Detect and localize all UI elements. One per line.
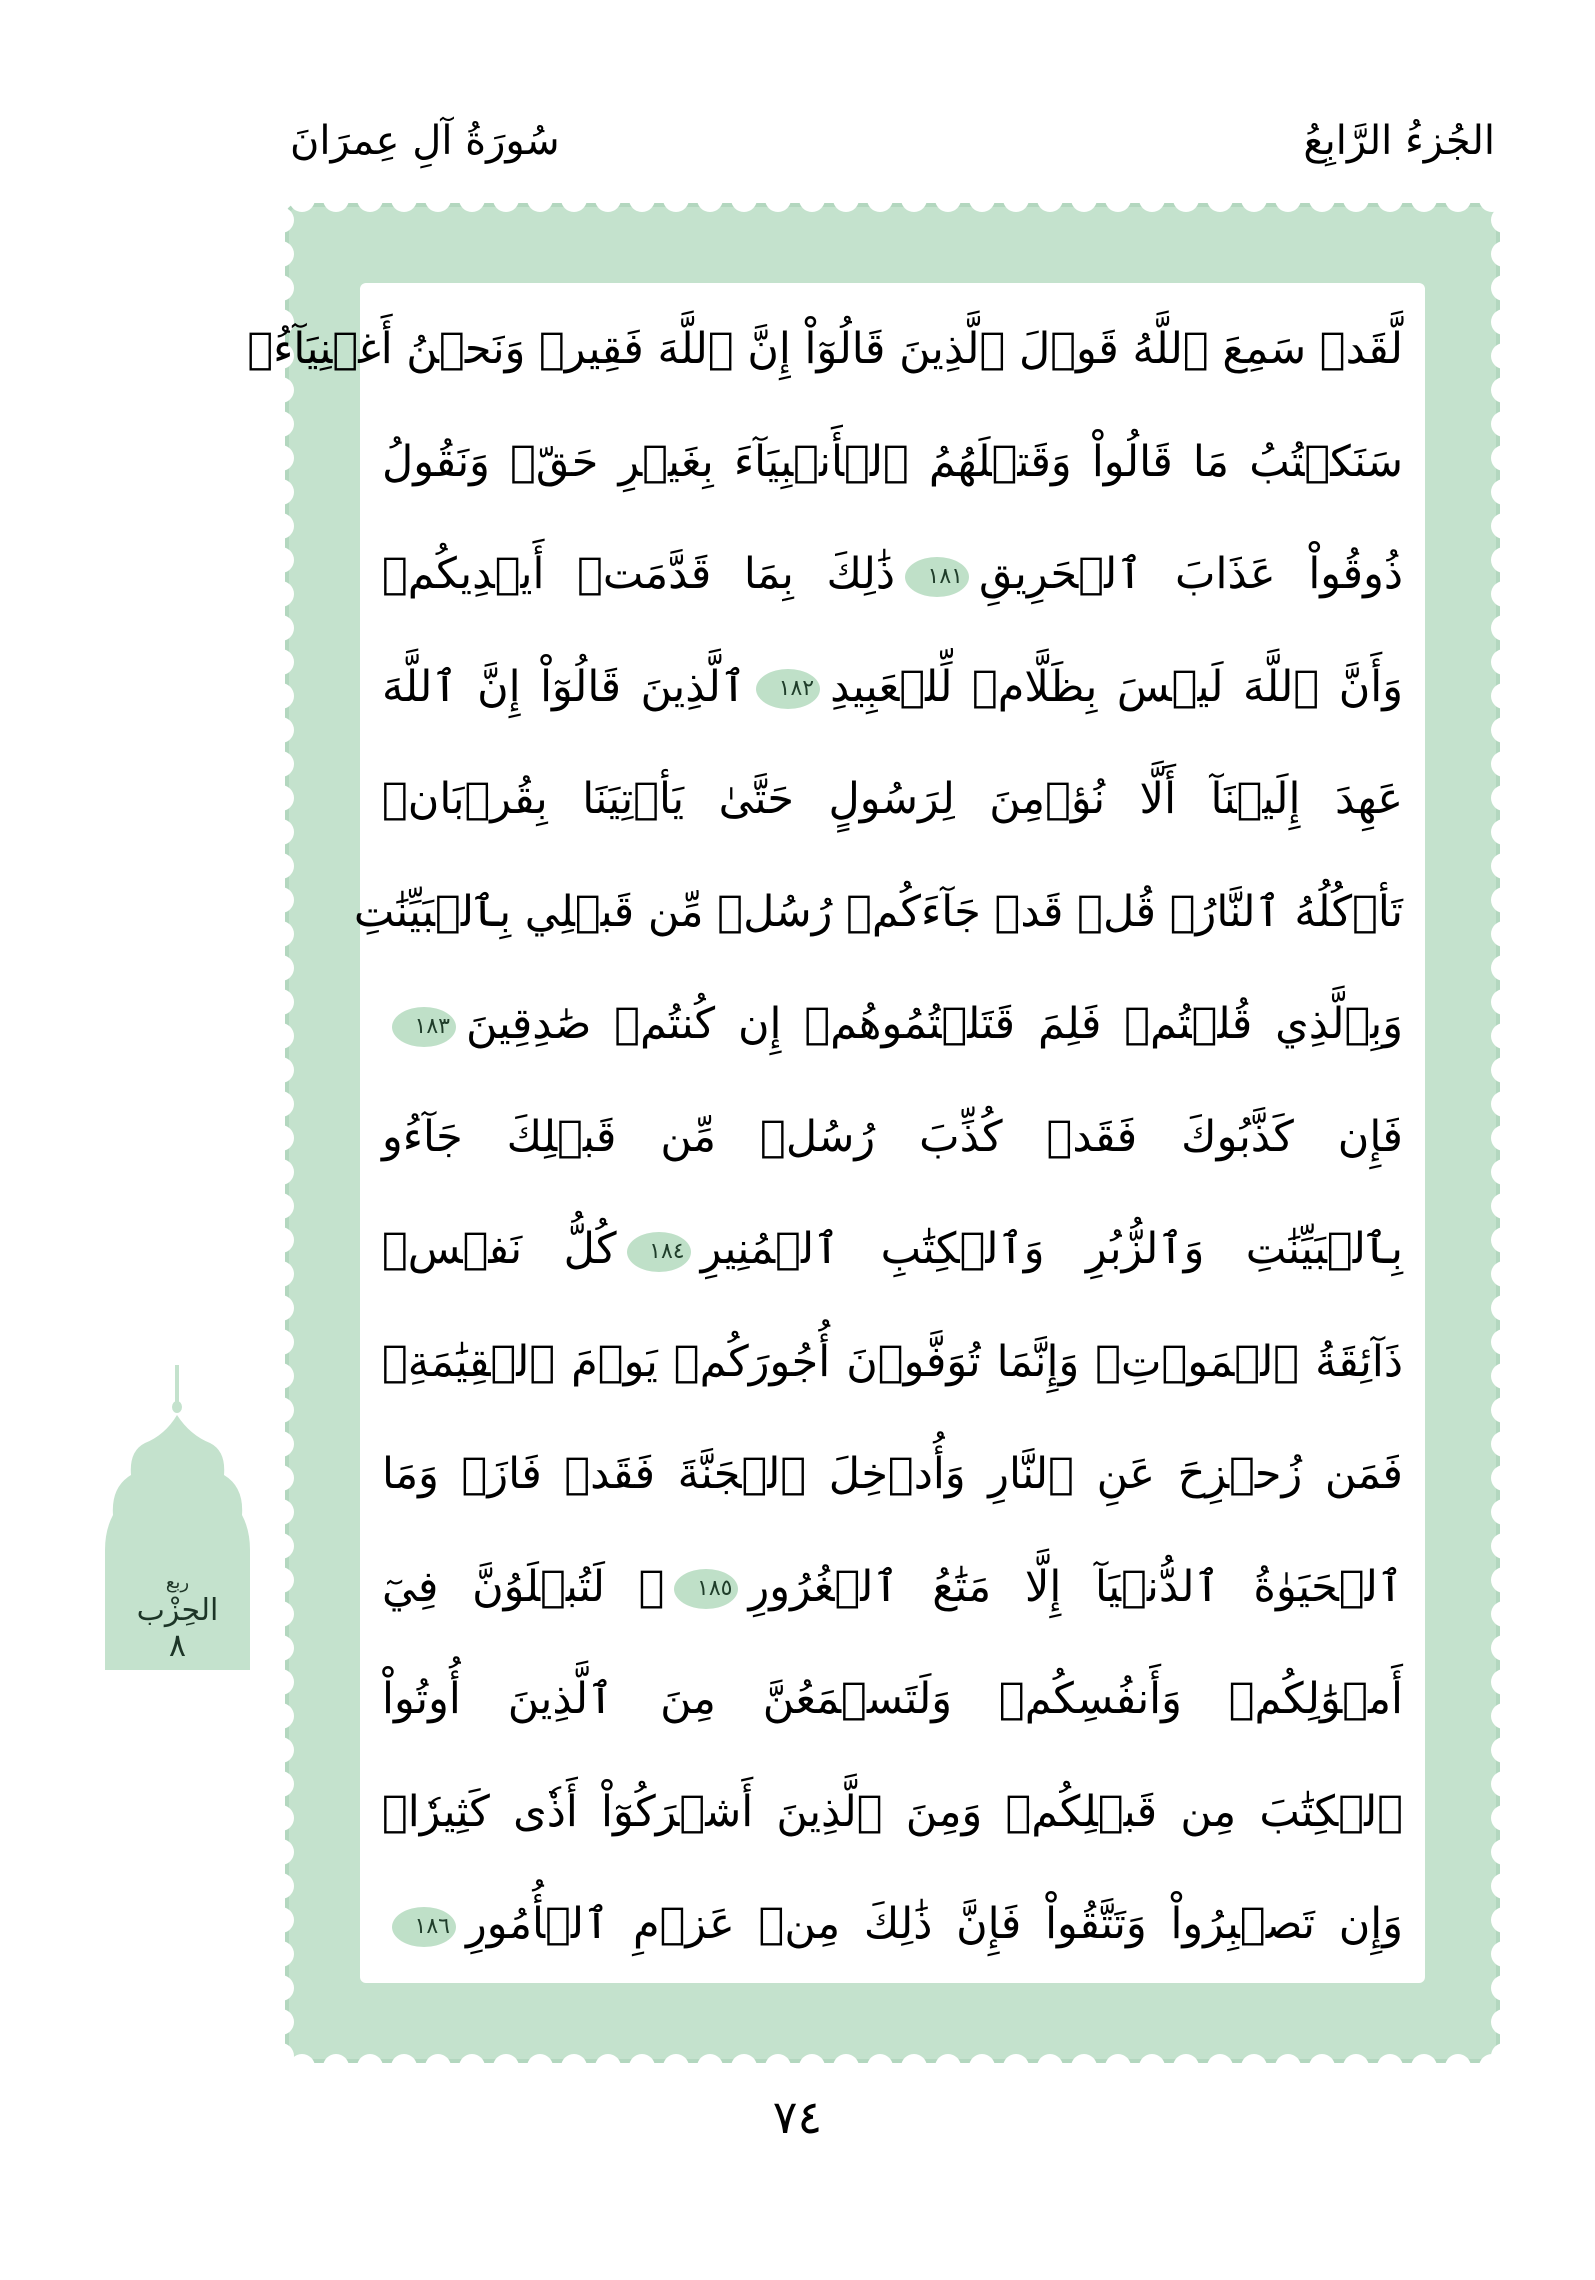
verse-text: أَمۡوَٰلِكُمۡ وَأَنفُسِكُمۡ وَلَتَسۡمَعُنَّ مِنَ ٱلَّذِينَ أُوتُواْ [382, 1674, 1403, 1724]
scallop-notch [1491, 377, 1517, 403]
surah-title: سُورَةُ آلِ عِمرَانَ [290, 118, 560, 164]
scallop-notch [268, 513, 294, 539]
verse-line [382, 1647, 1403, 1751]
verse-text: ذُوقُواْ عَذَابَ ٱلۡحَرِيقِ [978, 549, 1403, 599]
scallop-notch [1491, 1873, 1517, 1899]
page-frame [247, 203, 1500, 2063]
ayah-number-marker: ١٨٢ [756, 669, 820, 709]
ayah-number-marker: ١٨٣ [392, 1007, 456, 1047]
scallop-notch [595, 2054, 621, 2080]
scallop-notch [268, 1941, 294, 1967]
scallop-notch [969, 186, 995, 212]
hizb-quarter-text: ربع [165, 1572, 190, 1593]
scallop-notch [323, 186, 349, 212]
scallop-notch [268, 2009, 294, 2035]
verse-line [382, 1310, 1403, 1414]
verse-text: لَّقَدۡ سَمِعَ ٱللَّهُ قَوۡلَ ٱلَّذِينَ قَالُوٓاْ إِنَّ ٱللَّهَ فَقِيرٞ وَنَحۡنُ أَغۡنِيَآءُۘ [247, 324, 1403, 374]
scallop-notch [663, 2054, 689, 2080]
verse-text: وَبِٱلَّذِي قُلۡتُمۡ فَلِمَ قَتَلۡتُمُوهُمۡ إِن كُنتُمۡ صَٰدِقِينَ [466, 999, 1403, 1049]
scallop-notch [1491, 1499, 1517, 1525]
scallop-notch [1037, 186, 1063, 212]
scallop-notch [1491, 207, 1517, 233]
scallop-notch [901, 2054, 927, 2080]
scallop-notch [1491, 445, 1517, 471]
scallop-notch [1491, 785, 1517, 811]
scallop-notch [1491, 1227, 1517, 1253]
scallop-notch [867, 186, 893, 212]
scallop-notch [268, 887, 294, 913]
scallop-notch [901, 186, 927, 212]
scallop-notch [1037, 2054, 1063, 2080]
verse-line [382, 972, 1403, 1076]
scallop-notch [268, 1363, 294, 1389]
scallop-notch [1491, 1703, 1517, 1729]
scallop-notch [268, 1771, 294, 1797]
verse-line [382, 1422, 1403, 1526]
scallop-notch [1491, 1533, 1517, 1559]
scallop-notch [799, 186, 825, 212]
scallop-notch [268, 1533, 294, 1559]
verse-line [382, 1760, 1403, 1864]
scallop-notch [629, 2054, 655, 2080]
scallop-notch [1491, 1431, 1517, 1457]
scallop-notch [833, 186, 859, 212]
scallop-notch [268, 1805, 294, 1831]
verse-text-panel [247, 283, 1425, 1983]
scallop-notch [561, 186, 587, 212]
scallop-notch [493, 2054, 519, 2080]
scallop-notch [833, 2054, 859, 2080]
scallop-notch [1491, 1261, 1517, 1287]
scallop-notch [268, 241, 294, 267]
scallop-notch [1491, 615, 1517, 641]
hizb-label [105, 1572, 250, 1662]
scallop-notch [1491, 1023, 1517, 1049]
scallop-notch [268, 1329, 294, 1355]
verse-text: ۞ لَتُبۡلَوُنَّ فِيٓ [382, 1561, 665, 1612]
scallop-notch [1207, 186, 1233, 212]
scallop-notch [1491, 1975, 1517, 2001]
scallop-notch [289, 186, 315, 212]
scallop-notch [1491, 1839, 1517, 1865]
scallop-notch [357, 186, 383, 212]
hizb-number: ٨ [168, 1626, 187, 1664]
scallop-notch [268, 411, 294, 437]
scallop-notch [1173, 2054, 1199, 2080]
scallop-notch [1491, 1295, 1517, 1321]
scallop-notch [1491, 1363, 1517, 1389]
scallop-notch [1377, 186, 1403, 212]
scallop-notch [1309, 2054, 1335, 2080]
scallop-notch [1491, 411, 1517, 437]
scallop-notch [1491, 819, 1517, 845]
page-number: ٧٤ [772, 2090, 823, 2144]
scallop-notch [1491, 2009, 1517, 2035]
scallop-notch [268, 649, 294, 675]
scallop-notch [1241, 2054, 1267, 2080]
scallop-notch [1491, 581, 1517, 607]
scallop-notch [268, 1295, 294, 1321]
scallop-notch [1491, 717, 1517, 743]
scallop-notch [1411, 186, 1437, 212]
scallop-notch [357, 2054, 383, 2080]
scallop-notch [765, 186, 791, 212]
scallop-notch [493, 186, 519, 212]
scallop-notch [1491, 241, 1517, 267]
scallop-notch [867, 2054, 893, 2080]
verse-text: ذَآئِقَةُ ٱلۡمَوۡتِۗ وَإِنَّمَا تُوَفَّوۡنَ أُجُورَكُمۡ يَوۡمَ ٱلۡقِيَٰمَةِۖ [382, 1336, 1403, 1387]
verse-text: عَهِدَ إِلَيۡنَآ أَلَّا نُؤۡمِنَ لِرَسُولٍ حَتَّىٰ يَأۡتِيَنَا بِقُرۡبَانٖ [382, 774, 1403, 824]
ayah-number-marker: ١٨١ [905, 557, 969, 597]
scallop-notch [1491, 513, 1517, 539]
scallop-notch [268, 1159, 294, 1185]
juz-title: الجُزءُ الرَّابِعُ [1303, 118, 1495, 164]
verse-line [247, 297, 1403, 401]
scallop-notch [1343, 186, 1369, 212]
scallop-notch [1071, 186, 1097, 212]
scallop-notch [268, 1567, 294, 1593]
scallop-notch [1241, 186, 1267, 212]
scallop-notch [1105, 186, 1131, 212]
scallop-notch [527, 186, 553, 212]
scallop-notch [268, 1499, 294, 1525]
scallop-notch [268, 1737, 294, 1763]
verse-line [353, 860, 1403, 964]
scallop-notch [629, 186, 655, 212]
scallop-notch [268, 751, 294, 777]
scallop-notch [1491, 343, 1517, 369]
scallop-notch [268, 785, 294, 811]
verse-line [382, 635, 1403, 739]
scallop-notch [268, 1839, 294, 1865]
scallop-notch [1207, 2054, 1233, 2080]
scallop-notch [1275, 186, 1301, 212]
scallop-notch [1491, 955, 1517, 981]
scallop-notch [268, 853, 294, 879]
scallop-notch [1491, 1397, 1517, 1423]
scallop-notch [425, 186, 451, 212]
verse-text: كُلُّ نَفۡسٖ [382, 1224, 617, 1274]
verse-text: بِٱلۡبَيِّنَٰتِ وَٱلزُّبُرِ وَٱلۡكِتَٰبِ ٱلۡمُنِيرِ [700, 1224, 1404, 1274]
scallop-notch [1491, 853, 1517, 879]
scallop-notch [1491, 1193, 1517, 1219]
scallop-notch [1139, 186, 1165, 212]
ayah-number-marker: ١٨٤ [627, 1232, 691, 1272]
scallop-notch [1491, 683, 1517, 709]
scallop-notch [268, 989, 294, 1015]
scallop-notch [1491, 887, 1517, 913]
scallop-notch [663, 186, 689, 212]
scallop-notch [1491, 1941, 1517, 1967]
scallop-notch [731, 2054, 757, 2080]
verse-text: فَإِن كَذَّبُوكَ فَقَدۡ كُذِّبَ رُسُلٞ مِّن قَبۡلِكَ جَآءُو [382, 1111, 1403, 1162]
scallop-notch [425, 2054, 451, 2080]
scallop-notch [268, 955, 294, 981]
scallop-notch [1275, 2054, 1301, 2080]
scallop-notch [731, 186, 757, 212]
scallop-notch [1491, 1737, 1517, 1763]
scallop-notch [935, 186, 961, 212]
scallop-notch [1491, 1091, 1517, 1117]
scallop-notch [268, 1635, 294, 1661]
scallop-notch [1491, 1125, 1517, 1151]
scallop-notch [1343, 2054, 1369, 2080]
scallop-notch [1491, 1601, 1517, 1627]
scallop-notch [459, 2054, 485, 2080]
scallop-notch [1491, 1907, 1517, 1933]
scallop-notch [268, 1703, 294, 1729]
scallop-notch [969, 2054, 995, 2080]
scallop-notch [268, 615, 294, 641]
scallop-notch [268, 717, 294, 743]
scallop-notch [268, 1057, 294, 1083]
scallop-notch [268, 1193, 294, 1219]
scallop-notch [268, 445, 294, 471]
scallop-notch [268, 1125, 294, 1151]
scallop-notch [268, 1227, 294, 1253]
scallop-notch [1445, 2054, 1471, 2080]
verse-line [382, 1535, 1403, 1639]
scallop-notch [1491, 1805, 1517, 1831]
scallop-notch [1491, 989, 1517, 1015]
scallop-notch [527, 2054, 553, 2080]
scallop-notch [268, 547, 294, 573]
verse-line [382, 1872, 1403, 1976]
scallop-notch [268, 1975, 294, 2001]
scallop-notch [268, 819, 294, 845]
verse-text: وَأَنَّ ٱللَّهَ لَيۡسَ بِظَلَّامٖ لِّلۡعَبِيدِ [830, 661, 1403, 712]
scallop-notch [561, 2054, 587, 2080]
scallop-notch [1491, 649, 1517, 675]
scallop-notch [268, 921, 294, 947]
scallop-notch [1491, 1771, 1517, 1797]
scallop-notch [268, 1091, 294, 1117]
verse-line [382, 1197, 1403, 1301]
scallop-notch [268, 2043, 294, 2069]
verse-text: ذَٰلِكَ بِمَا قَدَّمَتۡ أَيۡدِيكُمۡ [382, 549, 895, 599]
scallop-notch [697, 2054, 723, 2080]
scallop-notch [1491, 1329, 1517, 1355]
verse-text: سَنَكۡتُبُ مَا قَالُواْ وَقَتۡلَهُمُ ٱلۡأَنۢبِيَآءَ بِغَيۡرِ حَقّٖ وَنَقُولُ [382, 436, 1403, 487]
scallop-notch [697, 186, 723, 212]
ayah-number-marker: ١٨٥ [674, 1569, 738, 1609]
scallop-notch [323, 2054, 349, 2080]
verse-text: ٱلَّذِينَ قَالُوٓاْ إِنَّ ٱللَّهَ [382, 661, 747, 712]
scallop-notch [1139, 2054, 1165, 2080]
scallop-notch [268, 1669, 294, 1695]
verse-line [382, 410, 1403, 514]
verse-text: وَإِن تَصۡبِرُواْ وَتَتَّقُواْ فَإِنَّ ذَٰلِكَ مِنۡ عَزۡمِ ٱلۡأُمُورِ [466, 1899, 1403, 1949]
scallop-notch [799, 2054, 825, 2080]
scallop-notch [391, 2054, 417, 2080]
hizb-word: الحِزْب [136, 1593, 219, 1628]
scallop-notch [268, 581, 294, 607]
scallop-notch [268, 1601, 294, 1627]
scallop-notch [1491, 275, 1517, 301]
scallop-notch [1491, 1465, 1517, 1491]
verse-text: تَأۡكُلُهُ ٱلنَّارُۗ قُلۡ قَدۡ جَآءَكُمۡ رُسُلٞ مِّن قَبۡلِي بِٱلۡبَيِّنَٰتِ [353, 886, 1403, 937]
scallop-notch [1491, 1159, 1517, 1185]
verse-text: ٱلۡحَيَوٰةُ ٱلدُّنۡيَآ إِلَّا مَتَٰعُ ٱلۡغُرُورِ [748, 1561, 1403, 1612]
scallop-notch [1071, 2054, 1097, 2080]
scallop-notch [1491, 2043, 1517, 2069]
scallop-notch [268, 479, 294, 505]
scallop-notch [268, 683, 294, 709]
scallop-notch [268, 1023, 294, 1049]
scallop-notch [268, 1431, 294, 1457]
scallop-notch [1491, 309, 1517, 335]
scallop-notch [1491, 1669, 1517, 1695]
scallop-notch [268, 1873, 294, 1899]
scallop-notch [1377, 2054, 1403, 2080]
verse-line [382, 1085, 1403, 1189]
scallop-notch [268, 1465, 294, 1491]
scallop-notch [268, 1397, 294, 1423]
scallop-notch [391, 186, 417, 212]
verse-line [382, 522, 1403, 626]
scallop-notch [935, 2054, 961, 2080]
scallop-notch [1445, 186, 1471, 212]
verse-line [382, 747, 1403, 851]
scallop-notch [459, 186, 485, 212]
scallop-notch [1003, 2054, 1029, 2080]
scallop-notch [1491, 921, 1517, 947]
scallop-notch [1173, 186, 1199, 212]
scallop-notch [1003, 186, 1029, 212]
scallop-notch [268, 1261, 294, 1287]
scallop-notch [1491, 1635, 1517, 1661]
ayah-number-marker: ١٨٦ [392, 1907, 456, 1947]
scallop-notch [1309, 186, 1335, 212]
verse-text: فَمَن زُحۡزِحَ عَنِ ٱلنَّارِ وَأُدۡخِلَ ٱلۡجَنَّةَ فَقَدۡ فَازَۗ وَمَا [382, 1449, 1403, 1499]
scallop-notch [268, 207, 294, 233]
scallop-notch [1491, 547, 1517, 573]
scallop-notch [1491, 751, 1517, 777]
scallop-notch [1491, 1057, 1517, 1083]
scallop-notch [268, 1907, 294, 1933]
scallop-notch [1491, 1567, 1517, 1593]
scallop-notch [1411, 2054, 1437, 2080]
verse-text: ٱلۡكِتَٰبَ مِن قَبۡلِكُمۡ وَمِنَ ٱلَّذِينَ أَشۡرَكُوٓاْ أَذٗى كَثِيرٗاۚ [382, 1786, 1403, 1837]
scallop-notch [1105, 2054, 1131, 2080]
scallop-notch [1491, 479, 1517, 505]
scallop-notch [765, 2054, 791, 2080]
scallop-notch [595, 186, 621, 212]
